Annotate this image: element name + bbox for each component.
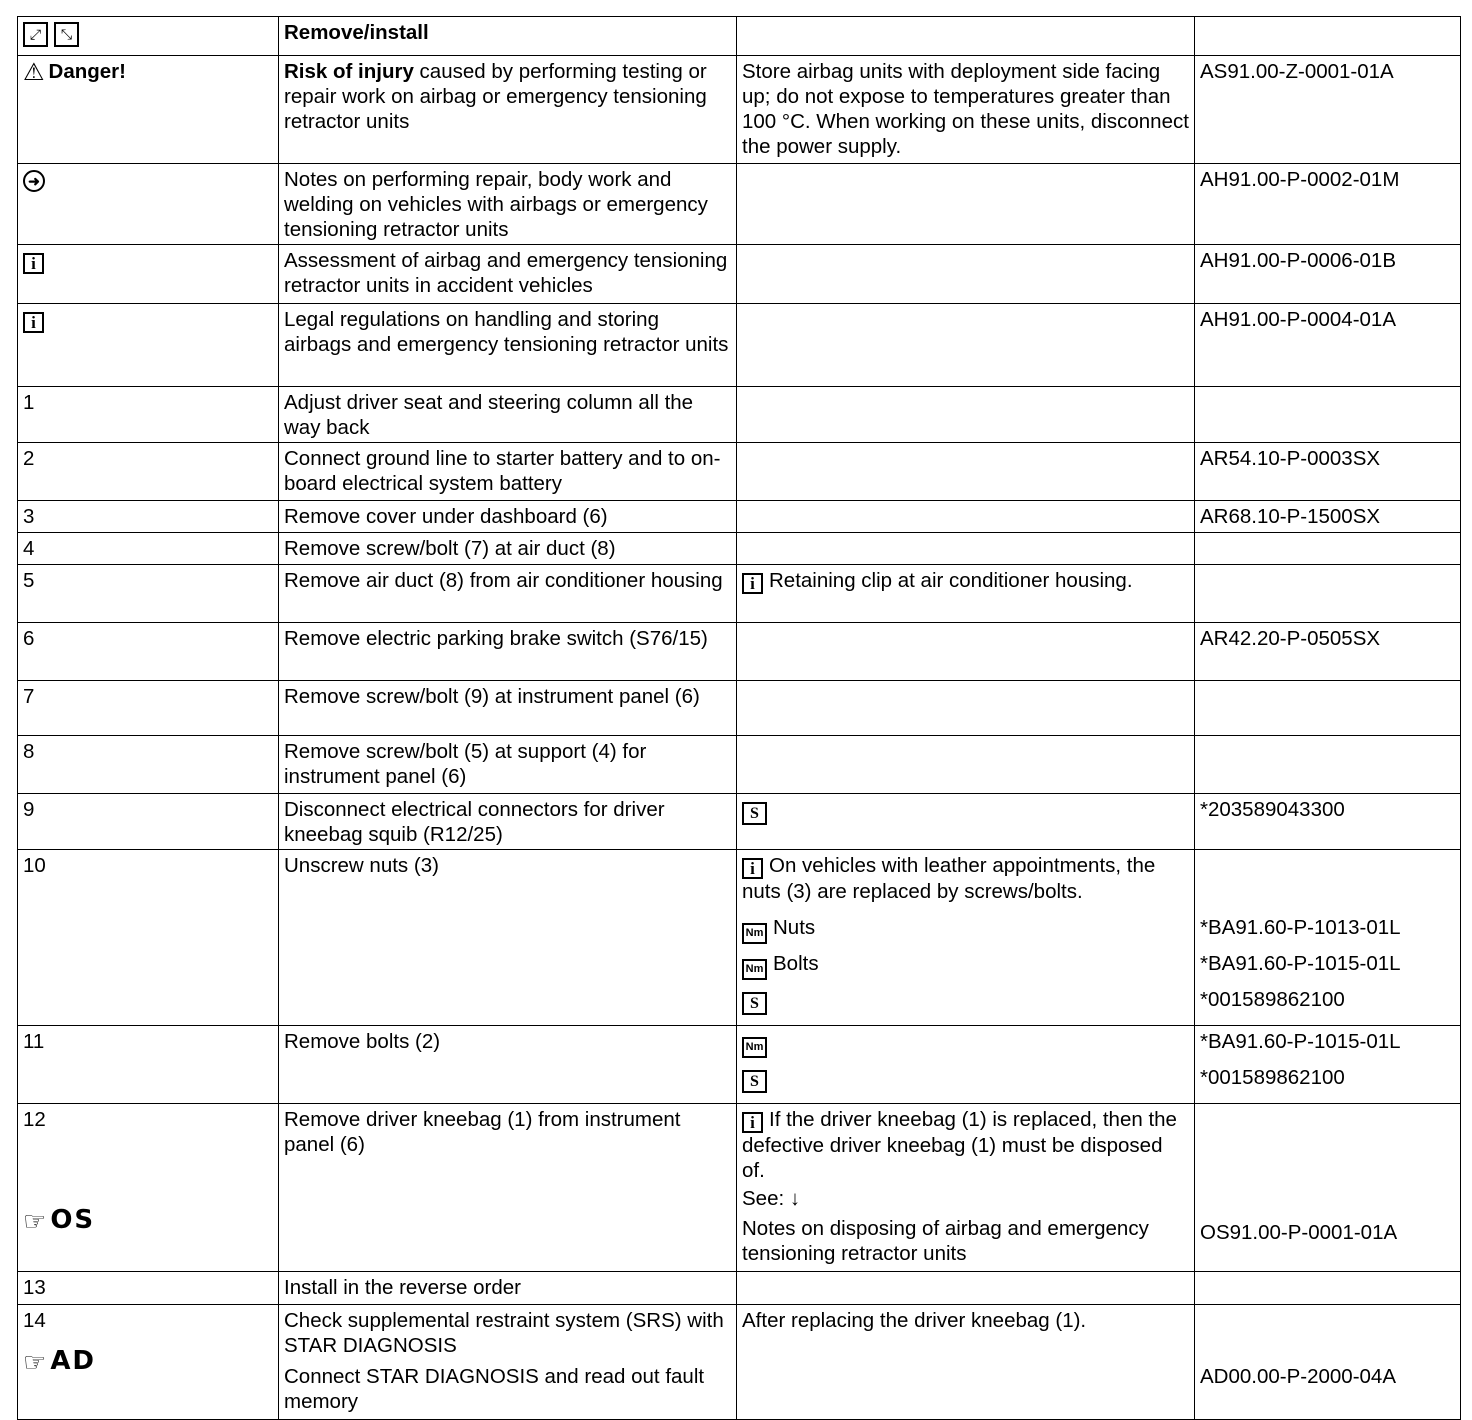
step-number: 13	[23, 1276, 46, 1299]
step-row	[18, 501, 1461, 533]
step-row	[18, 850, 1461, 1026]
link-code[interactable]: AD	[50, 1346, 97, 1376]
step-number: 7	[23, 685, 35, 708]
torque-icon: Nm	[742, 1037, 767, 1058]
step-number: 3	[23, 505, 35, 528]
step-ref[interactable]: AR42.20-P-0505SX	[1200, 627, 1381, 650]
torque-icon: Nm	[742, 923, 767, 944]
step-number: 8	[23, 740, 35, 763]
torque-ref[interactable]: *BA91.60-P-1015-01L	[1200, 1030, 1401, 1053]
step-text: Connect ground line to starter battery and to on-board electrical system battery	[284, 447, 721, 495]
step-row	[18, 1305, 1461, 1420]
step-number: 10	[23, 854, 46, 877]
step-text: Remove air duct (8) from air conditioner housing	[284, 569, 723, 592]
danger-label: Danger!	[48, 60, 126, 83]
step-text: Install in the reverse order	[284, 1276, 522, 1299]
header-row	[18, 17, 1461, 56]
step-text: Remove cover under dashboard (6)	[284, 505, 608, 528]
step-text: Remove driver kneebag (1) from instrument panel (6)	[284, 1108, 681, 1156]
step-row	[18, 565, 1461, 623]
step-text: Unscrew nuts (3)	[284, 854, 439, 877]
note-text: Assessment of airbag and emergency tensioning retractor units in accident vehicles	[284, 249, 728, 297]
step-number: 6	[23, 627, 35, 650]
step-number: 5	[23, 569, 35, 592]
expand-icon[interactable]: ⤢	[23, 22, 48, 47]
link-ref[interactable]: OS91.00-P-0001-01A	[1200, 1221, 1398, 1244]
note-row	[18, 304, 1461, 387]
note-ref[interactable]: AH91.00-P-0002-01M	[1200, 168, 1400, 191]
warning-icon: ⚠	[23, 59, 45, 86]
procedure-table	[17, 16, 1461, 1420]
info-icon: i	[23, 253, 44, 274]
step-number: 12	[23, 1108, 46, 1131]
link-code[interactable]: OS	[50, 1205, 96, 1235]
step-number: 14	[23, 1309, 46, 1332]
torque-icon: Nm	[742, 959, 767, 980]
info-icon: i	[742, 858, 763, 879]
collapse-icon[interactable]: ⤡	[54, 22, 79, 47]
step-row	[18, 387, 1461, 443]
step-row	[18, 736, 1461, 794]
step-text: Remove screw/bolt (7) at air duct (8)	[284, 537, 616, 560]
step-row	[18, 623, 1461, 681]
special-tool-icon: S	[742, 1070, 767, 1093]
step-text: Adjust driver seat and steering column all the way back	[284, 391, 694, 439]
special-tool-icon: S	[742, 802, 767, 825]
step-text: Check supplemental restraint system (SRS) with STAR DIAGNOSIS	[284, 1309, 724, 1357]
danger-text: caused by performing testing or repair work on airbag or emergency tensioning retractor units	[284, 60, 707, 133]
step-text: Remove electric parking brake switch (S76/15)	[284, 627, 708, 650]
step-note: On vehicles with leather appointments, the nuts (3) are replaced by screws/bolts.	[742, 854, 1156, 903]
step-number: 2	[23, 447, 35, 470]
step-row	[18, 1272, 1461, 1305]
step-note: After replacing the driver kneebag (1).	[742, 1309, 1087, 1332]
step-number: 9	[23, 798, 35, 821]
tool-ref[interactable]: *001589862100	[1200, 988, 1345, 1011]
step-text: Remove screw/bolt (5) at support (4) for instrument panel (6)	[284, 740, 647, 788]
step-text: Disconnect electrical connectors for driver kneebag squib (R12/25)	[284, 798, 665, 846]
danger-row	[18, 56, 1461, 164]
step-row	[18, 681, 1461, 736]
special-tool-icon: S	[742, 992, 767, 1015]
danger-lead: Risk of injury	[284, 60, 414, 83]
step-note: If the driver kneebag (1) is replaced, then the defective driver kneebag (1) must be disposed of.	[742, 1108, 1177, 1182]
note-text: Legal regulations on handling and storing airbags and emergency tensioning retractor units	[284, 308, 729, 356]
see-label: See: ↓	[742, 1187, 801, 1210]
danger-note: Store airbag units with deployment side facing up; do not expose to temperatures greater than 100 °C. When working on these units, disconnect the power supply.	[742, 60, 1189, 158]
note-ref[interactable]: AH91.00-P-0006-01B	[1200, 249, 1397, 272]
torque-ref[interactable]: *BA91.60-P-1013-01L	[1200, 916, 1401, 939]
info-icon: i	[742, 573, 763, 594]
tool-ref[interactable]: *001589862100	[1200, 1066, 1345, 1089]
step-row	[18, 794, 1461, 850]
note-row	[18, 164, 1461, 245]
torque-label: Bolts	[773, 952, 819, 975]
link-text: Notes on disposing of airbag and emergency tensioning retractor units	[742, 1217, 1149, 1265]
step-number: 4	[23, 537, 35, 560]
info-icon: i	[23, 312, 44, 333]
step-number: 1	[23, 391, 35, 414]
link-ref[interactable]: AD00.00-P-2000-04A	[1200, 1365, 1397, 1388]
page-title: Remove/install	[284, 21, 429, 44]
note-text: Notes on performing repair, body work and welding on vehicles with airbags or emergency tensioning retractor units	[284, 168, 708, 241]
step-ref[interactable]: AR54.10-P-0003SX	[1200, 447, 1381, 470]
step-number: 11	[23, 1030, 45, 1053]
pointing-hand-icon: ☞	[23, 1347, 47, 1377]
pointing-hand-icon: ☞	[23, 1206, 47, 1236]
step-text: Remove bolts (2)	[284, 1030, 441, 1053]
note-row	[18, 245, 1461, 304]
step-note: Retaining clip at air conditioner housing.	[769, 569, 1133, 592]
torque-ref[interactable]: *BA91.60-P-1015-01L	[1200, 952, 1401, 975]
step-row	[18, 1026, 1461, 1104]
step-row	[18, 1104, 1461, 1272]
link-text: Connect STAR DIAGNOSIS and read out fault memory	[284, 1365, 705, 1413]
step-text: Remove screw/bolt (9) at instrument panel (6)	[284, 685, 700, 708]
info-icon: i	[742, 1112, 763, 1133]
repair-notes-icon: ➜	[23, 170, 45, 192]
torque-label: Nuts	[773, 916, 816, 939]
note-ref[interactable]: AH91.00-P-0004-01A	[1200, 308, 1397, 331]
step-row	[18, 443, 1461, 501]
step-ref[interactable]: *203589043300	[1200, 798, 1345, 821]
step-ref[interactable]: AR68.10-P-1500SX	[1200, 505, 1381, 528]
step-row	[18, 533, 1461, 565]
danger-ref[interactable]: AS91.00-Z-0001-01A	[1200, 60, 1394, 83]
